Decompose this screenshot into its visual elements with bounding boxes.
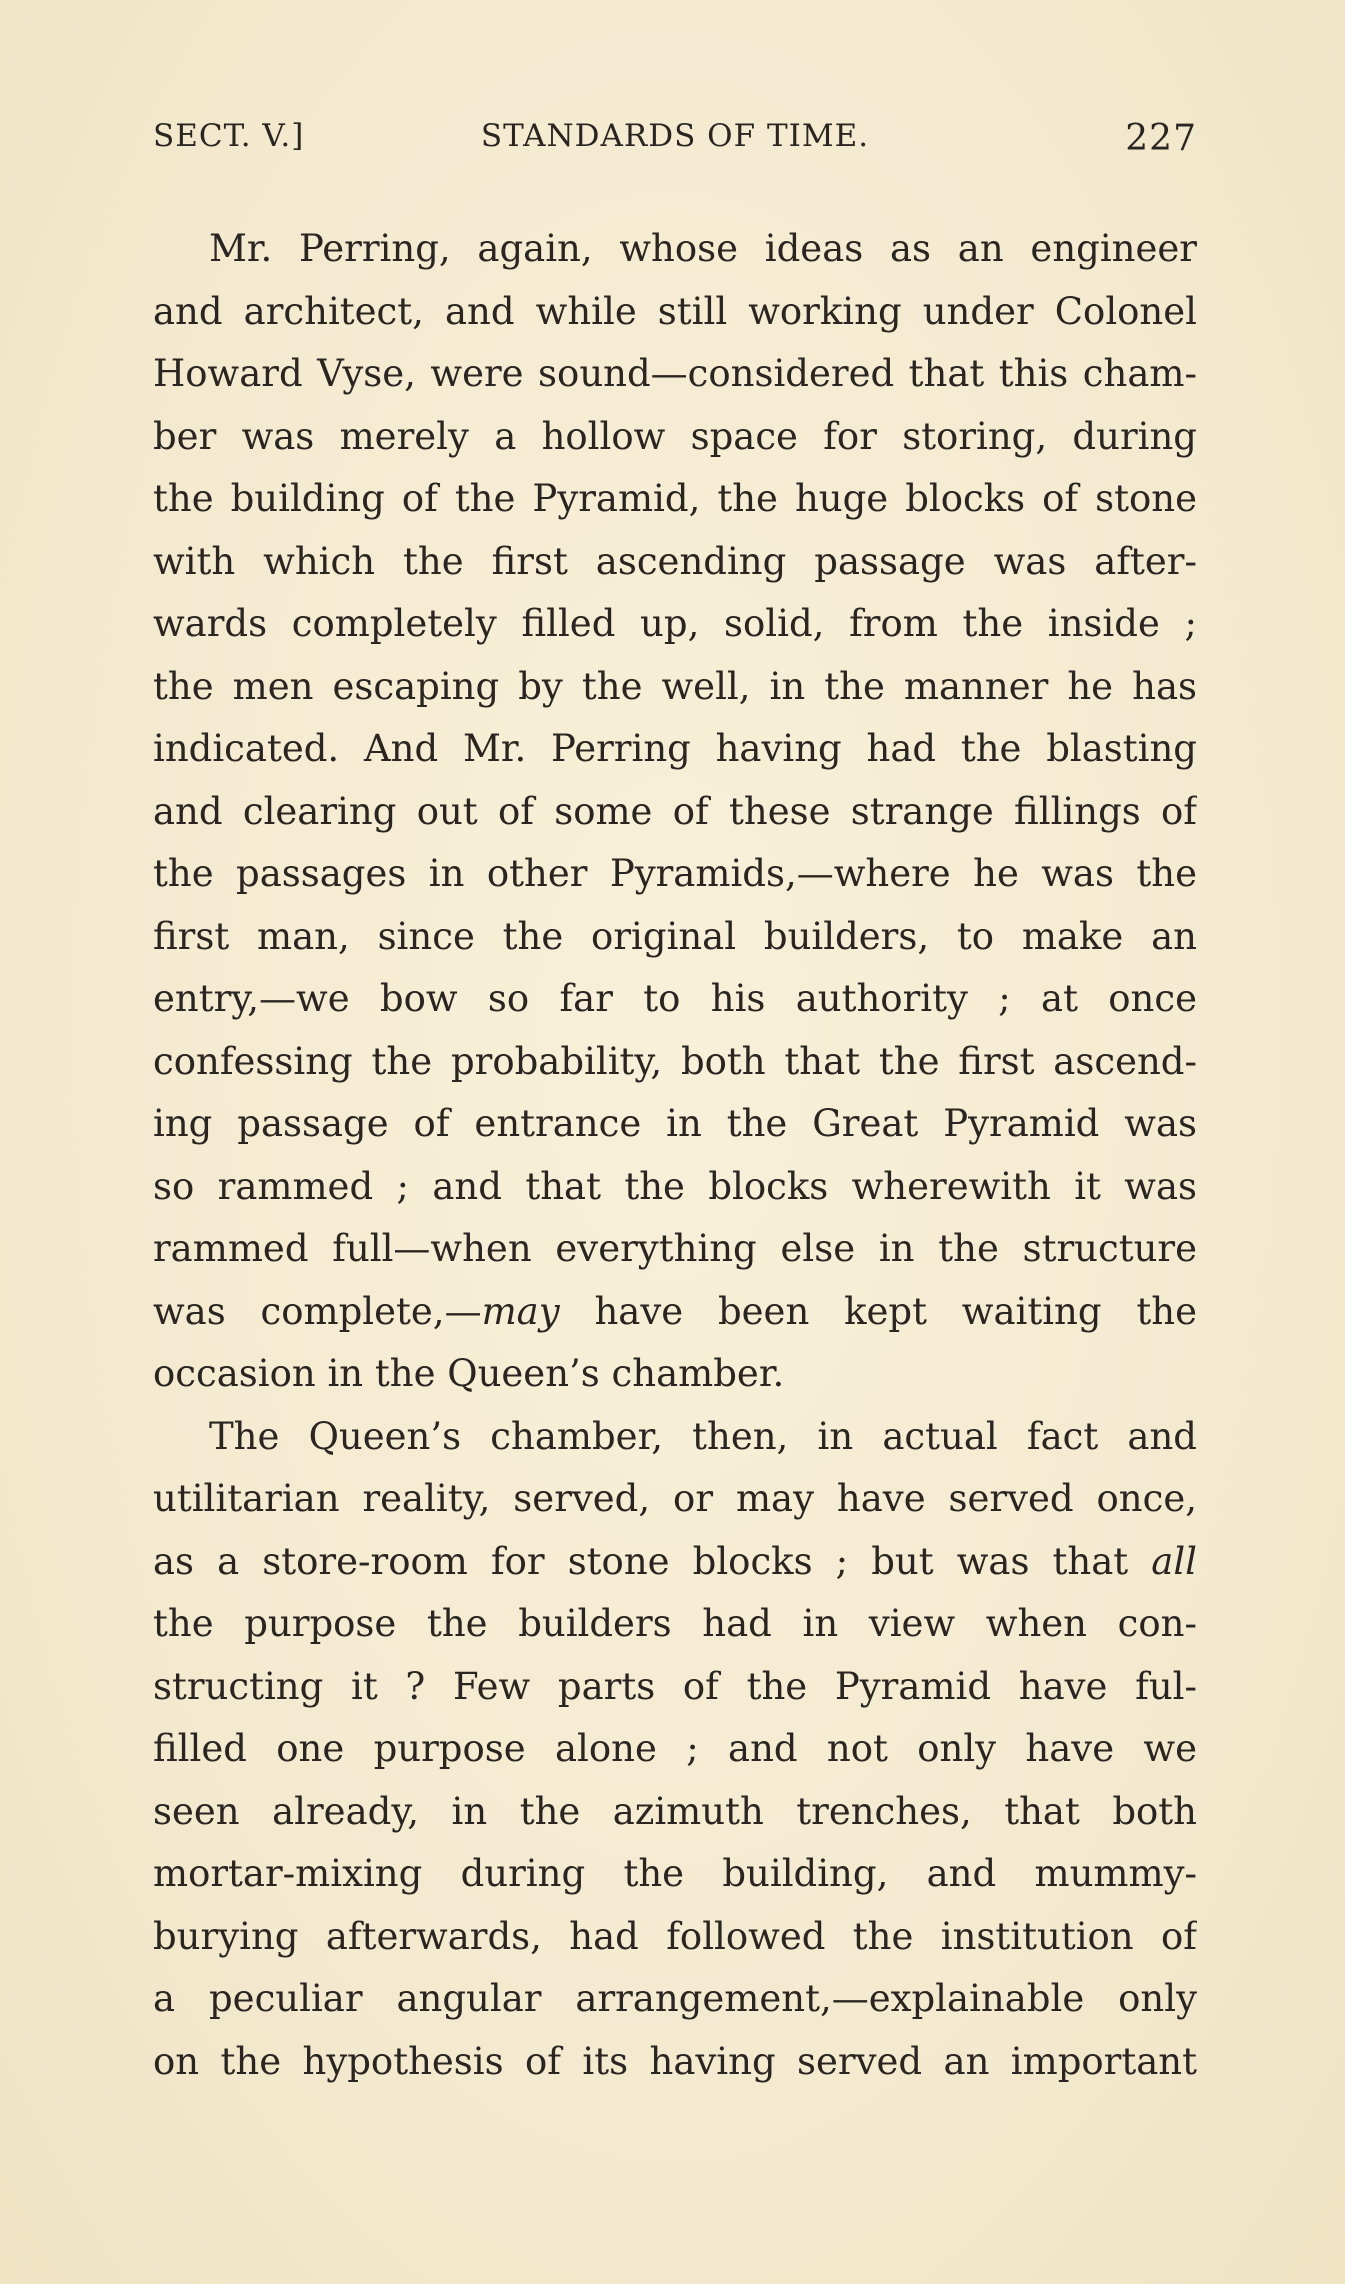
text-line: with which the first ascending passage was after- bbox=[153, 539, 1197, 583]
text-line: structing it ? Few parts of the Pyramid have ful- bbox=[153, 1664, 1197, 1708]
italic-word: all bbox=[1151, 1539, 1197, 1583]
text-line: the purpose the builders had in view when con- bbox=[153, 1602, 1197, 1645]
text-line-with-italic bbox=[153, 1281, 1197, 1344]
section-label: SECT. V.] bbox=[153, 118, 305, 154]
text-line: the men escaping by the well, in the manner he has bbox=[153, 664, 1197, 708]
paragraph-end-line: occasion in the Queen’s chamber. bbox=[153, 1352, 785, 1395]
text-line: ing passage of entrance in the Great Pyramid was bbox=[153, 1102, 1197, 1145]
text-line: seen already, in the azimuth trenches, that both bbox=[153, 1789, 1197, 1833]
text-line: entry,—we bow so far to his authority ; at once bbox=[153, 977, 1197, 1020]
text-line: rammed full—when everything else in the structure bbox=[153, 1227, 1197, 1270]
text-line: Howard Vyse, were sound—considered that this cham- bbox=[153, 352, 1197, 395]
text-line-with-italic bbox=[153, 1531, 1197, 1594]
text-line: and clearing out of some of these strange fillings of bbox=[153, 789, 1197, 833]
text-segment: have been kept waiting the bbox=[559, 1289, 1197, 1333]
text-line: so rammed ; and that the blocks wherewith it was bbox=[153, 1164, 1197, 1208]
text-line: Mr. Perring, again, whose ideas as an engineer bbox=[209, 227, 1197, 270]
chapter-title: STANDARDS OF TIME. bbox=[480, 118, 870, 154]
text-line: a peculiar angular arrangement,—explainable only bbox=[153, 1977, 1197, 2020]
italic-word: may bbox=[481, 1289, 560, 1333]
text-line: on the hypothesis of its having served an important bbox=[153, 2039, 1197, 2083]
body-text bbox=[153, 218, 1197, 2093]
text-line: filled one purpose alone ; and not only have we bbox=[153, 1727, 1197, 1770]
running-head bbox=[153, 118, 1197, 168]
text-line: mortar-mixing during the building, and mummy- bbox=[153, 1852, 1197, 1895]
text-line: the passages in other Pyramids,—where he was the bbox=[153, 852, 1197, 895]
text-line: utilitarian reality, served, or may have served once, bbox=[153, 1477, 1197, 1520]
text-line: confessing the probability, both that the first ascend- bbox=[153, 1039, 1197, 1083]
text-line: The Queen’s chamber, then, in actual fact and bbox=[209, 1414, 1197, 1458]
text-line: indicated. And Mr. Perring having had the blasting bbox=[153, 727, 1197, 770]
text-line: ber was merely a hollow space for storing, during bbox=[153, 414, 1197, 458]
text-line: wards completely filled up, solid, from the inside ; bbox=[153, 602, 1197, 645]
text-segment: as a store-room for stone blocks ; but was that bbox=[153, 1539, 1152, 1583]
text-line: and architect, and while still working under Colonel bbox=[153, 289, 1197, 333]
page-number: 227 bbox=[1125, 118, 1197, 159]
text-line: first man, since the original builders, to make an bbox=[153, 914, 1197, 958]
text-line: burying afterwards, had followed the institution of bbox=[153, 1914, 1197, 1958]
text-line: the building of the Pyramid, the huge blocks of stone bbox=[153, 477, 1197, 520]
text-segment: was complete,— bbox=[153, 1289, 482, 1333]
